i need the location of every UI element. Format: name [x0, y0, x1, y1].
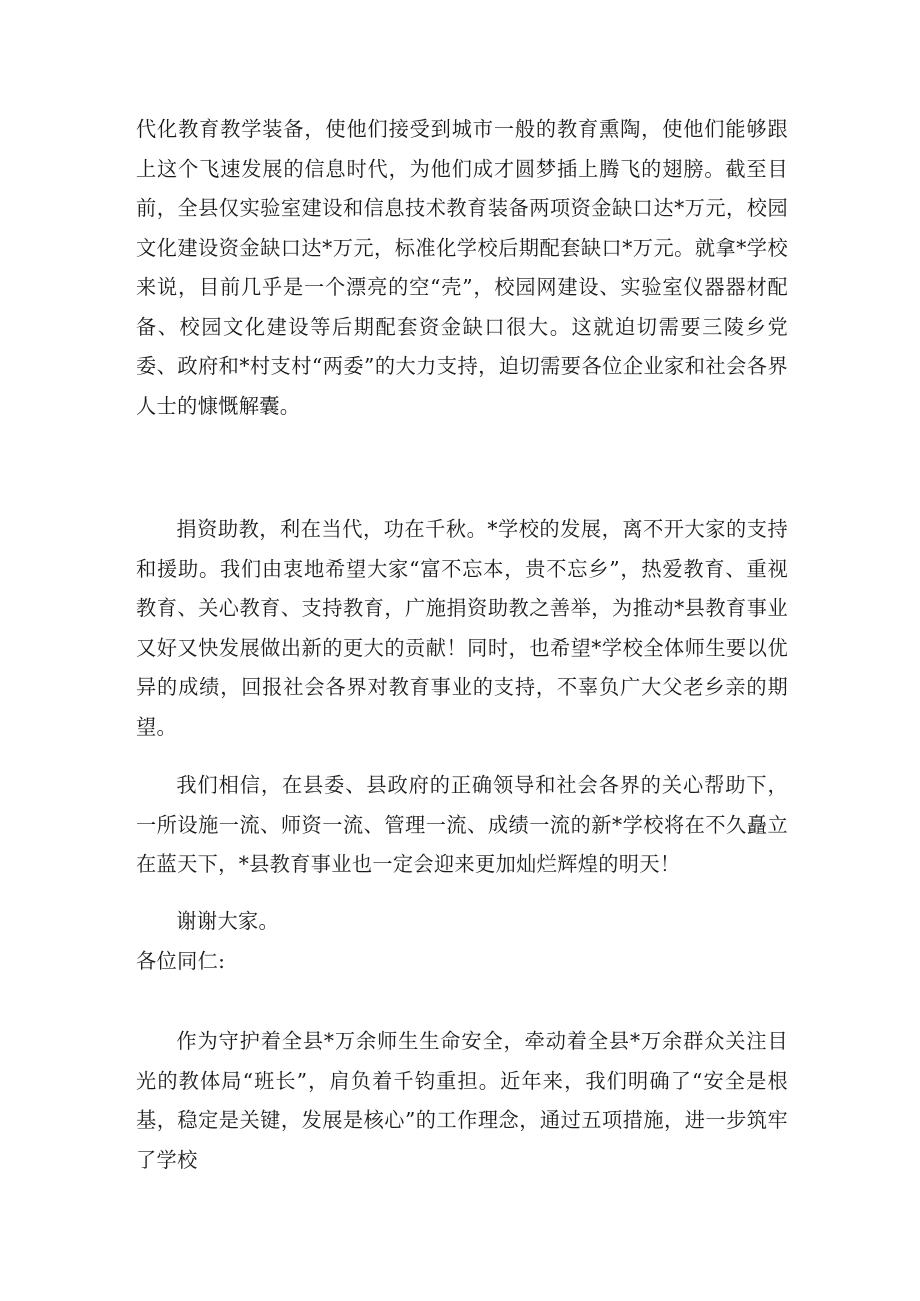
safety-speech-paragraph: 作为守护着全县*万余师生生命安全，牵动着全县*万余群众关注目光的教体局“班长”，肩负着千钧重担。近年来，我们明确了“安全是根基，稳定是关键，发展是核心”的工作理念，通过五项措施，进一步筑牢了学校 — [136, 1029, 788, 1172]
closing-belief-paragraph: 我们相信，在县委、县政府的正确领导和社会各界的关心帮助下，一所设施一流、师资一流、管理一流、成绩一流的新*学校将在不久矗立在蓝天下，*县教育事业也一定会迎来更加灿烂辉煌的明天！ — [136, 773, 788, 876]
thanks-line: 谢谢大家。 — [176, 909, 280, 933]
salutation-line: 各位同仁: — [136, 949, 226, 973]
donation-appeal-paragraph: 捐资助教，利在当代，功在千秋。*学校的发展，离不开大家的支持和援助。我们由衷地希望大家“富不忘本，贵不忘乡”，热爱教育、重视教育、关心教育、支持教育，广施捐资助教之善举，为推动*县教育事业又好又快发展做出新的更大的贡献！同时，也希望*学校全体师生要以优异的成绩，回报社会各界对教育事业的支持，不辜负广大父老乡亲的期望。 — [136, 517, 788, 739]
continuation-paragraph: 代化教育教学装备，使他们接受到城市一般的教育熏陶，使他们能够跟上这个飞速发展的信息时代，为他们成才圆梦插上腾飞的翅膀。截至目前，全县仅实验室建设和信息技术教育装备两项资金缺口达*万元，校园文化建设资金缺口达*万元，标准化学校后期配套缺口*万元。就拿*学校来说，目前几乎是一个漂亮的空“壳”，校园网建设、实验室仪器器材配备、校园文化建设等后期配套资金缺口很大。这就迫切需要三陵乡党委、政府和*村支村“两委”的大力支持，迫切需要各位企业家和社会各界人士的慷慨解囊。 — [136, 117, 788, 418]
